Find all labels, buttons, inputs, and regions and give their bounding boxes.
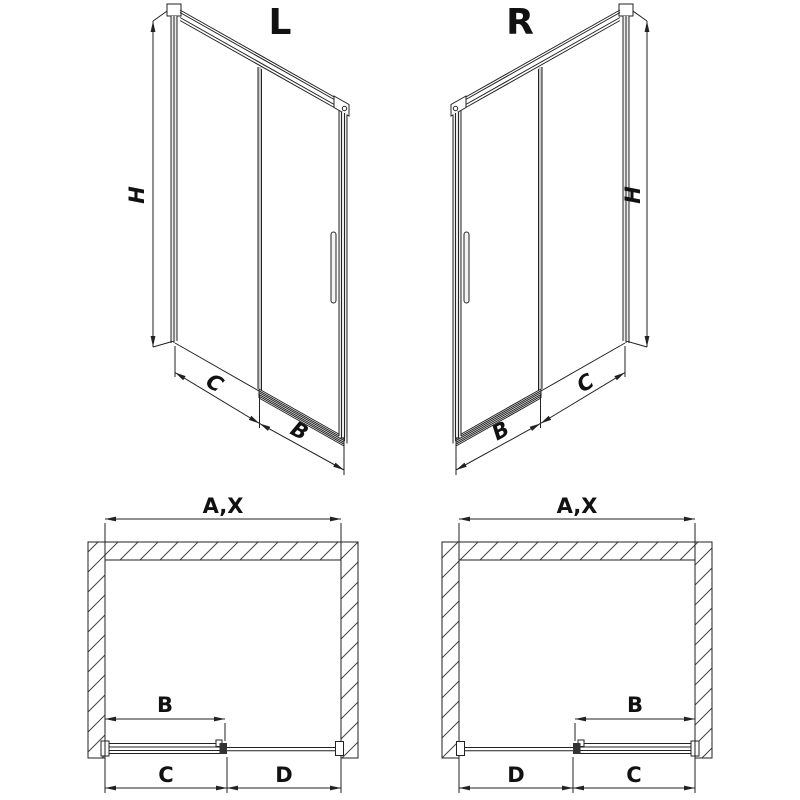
plan-right-b-label: B bbox=[626, 693, 644, 717]
labels bbox=[125, 2, 645, 787]
iso-left-linework bbox=[151, 4, 349, 475]
iso-right-b-label: B bbox=[487, 416, 514, 446]
plan-left-wall bbox=[88, 542, 358, 758]
iso-right-title: R bbox=[506, 2, 534, 43]
plan-left-d-label: D bbox=[275, 763, 293, 787]
plan-left-c-label: C bbox=[158, 763, 174, 787]
iso-right-linework bbox=[451, 4, 649, 475]
iso-right-height-label: H bbox=[621, 186, 645, 204]
iso-left-height-label: H bbox=[125, 186, 149, 204]
iso-left-b-label: B bbox=[286, 416, 313, 446]
plan-right-wall bbox=[442, 542, 712, 758]
plan-right-d-label: D bbox=[507, 763, 525, 787]
iso-left-c-label: C bbox=[201, 368, 228, 398]
plan-left-b-label: B bbox=[156, 693, 174, 717]
plan-right-c-label: C bbox=[626, 763, 642, 787]
iso-right-c-label: C bbox=[572, 368, 599, 398]
iso-left-title: L bbox=[268, 2, 292, 43]
plan-left-opening-label: A,X bbox=[202, 494, 244, 518]
plan-right-opening-label: A,X bbox=[556, 494, 598, 518]
